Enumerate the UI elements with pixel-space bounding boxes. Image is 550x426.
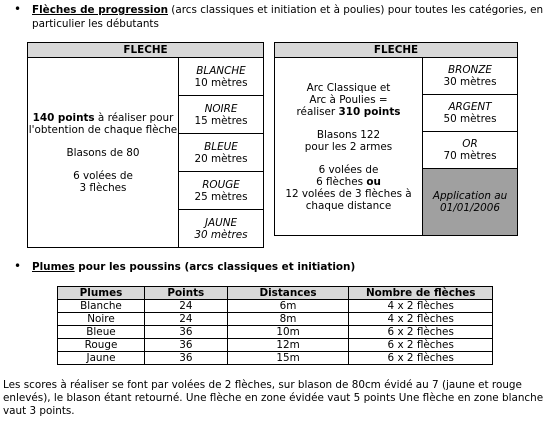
right-points-strong: 310 points [338,105,401,118]
left-fleche-table [27,42,264,248]
table-row [58,300,493,313]
cell-distance: 8m [227,313,349,326]
section-plumes-heading [32,260,355,274]
cell-plume: Blanche [58,300,145,313]
application-date: 01/01/2006 [440,202,500,214]
section-plumes-title: Plumes [32,261,75,273]
cell-points: 36 [145,339,228,352]
right-level-or [423,132,518,169]
cell-distance: 6m [227,300,349,313]
level-distance: 25 mètres [194,190,248,203]
level-distance: 70 mètres [443,150,497,162]
left-volees-line2: 3 flèches [79,181,127,194]
col-header-distances: Distances [227,287,349,300]
level-color: BRONZE [448,64,492,76]
section-progression-title: Flèches de progression [32,4,168,16]
section-progression-text: (arcs classiques et initiation et à poulies) pour toutes les catégories, en particulier les débutants [32,4,544,30]
right-line2: Arc à Poulies = [309,93,388,106]
right-blason2: pour les 2 armes [304,140,393,153]
col-header-points: Points [145,287,228,300]
cell-points: 36 [145,352,228,365]
right-level-argent [423,95,518,132]
cell-plume: Bleue [58,326,145,339]
right-volees2 [275,176,422,188]
right-volees2-pre: 6 flèches [316,175,367,188]
cell-distance: 10m [227,326,349,339]
table-row [58,313,493,326]
level-color: ARGENT [448,101,492,113]
right-application-cell [423,169,518,236]
left-points-rest: à réaliser pour l'obtention de chaque flèche [28,111,178,136]
level-distance: 30 mètres [194,228,248,241]
right-line3-pre: réaliser [296,105,339,118]
level-color: JAUNE [204,216,238,229]
scoring-rules-paragraph: Les scores à réaliser se font par volées de 2 flèches, sur blason de 80cm évidé au 7 (jaune et rouge enlevés), le blason étant retourné. Une flèche en zone évidée vaut 5 points Une flèche en zone blanche vaut 3 points. [3,379,544,417]
level-distance: 15 mètres [194,114,248,127]
bullet-icon: • [14,259,22,273]
cell-plume: Noire [58,313,145,326]
bullet-icon: • [14,2,22,16]
right-volees4: chaque distance [305,199,392,212]
cell-plume: Jaune [58,352,145,365]
level-distance: 50 mètres [443,113,497,125]
right-fleche-table [274,42,518,236]
cell-nombre: 4 x 2 flèches [349,300,493,313]
right-table-description [275,58,423,236]
cell-distance: 15m [227,352,349,365]
application-label: Application au [432,190,508,202]
cell-nombre: 6 x 2 flèches [349,326,493,339]
cell-points: 24 [145,300,228,313]
right-table-header: FLECHE [275,43,518,58]
left-volees-line1: 6 volées de [73,169,133,182]
right-level-bronze [423,58,518,95]
left-blason: Blasons de 80 [66,146,140,159]
level-color: NOIRE [204,102,238,115]
table-row [58,352,493,365]
right-line1: Arc Classique et [306,81,391,94]
level-color: OR [462,138,478,150]
section-plumes-text: pour les poussins (arcs classiques et initiation) [74,261,356,273]
right-volees2-ou: ou [366,175,381,188]
left-level-rouge [179,172,264,210]
cell-points: 36 [145,326,228,339]
section-progression-intro [32,3,544,31]
cell-distance: 12m [227,339,349,352]
right-volees3: 12 volées de 3 flèches à [285,187,412,200]
table-row [58,326,493,339]
right-line3 [275,106,422,118]
level-distance: 10 mètres [194,76,248,89]
left-level-bleue [179,134,264,172]
table-row [58,339,493,352]
level-color: ROUGE [202,178,240,191]
right-volees1: 6 volées de [318,163,379,176]
left-level-noire [179,96,264,134]
col-header-plumes: Plumes [58,287,145,300]
left-points-strong: 140 points [32,111,95,124]
cell-plume: Rouge [58,339,145,352]
left-table-header: FLECHE [28,43,264,58]
level-distance: 20 mètres [194,152,248,165]
right-blason1: Blasons 122 [316,128,381,141]
level-color: BLEUE [204,140,238,153]
plumes-header-row [58,287,493,300]
level-color: BLANCHE [196,64,246,77]
cell-nombre: 4 x 2 flèches [349,313,493,326]
cell-nombre: 6 x 2 flèches [349,339,493,352]
level-distance: 30 mètres [443,76,497,88]
col-header-nombre: Nombre de flèches [349,287,493,300]
left-table-description [28,58,179,248]
plumes-table [57,286,493,365]
left-level-jaune [179,210,264,248]
cell-nombre: 6 x 2 flèches [349,352,493,365]
cell-points: 24 [145,313,228,326]
left-level-blanche [179,58,264,96]
